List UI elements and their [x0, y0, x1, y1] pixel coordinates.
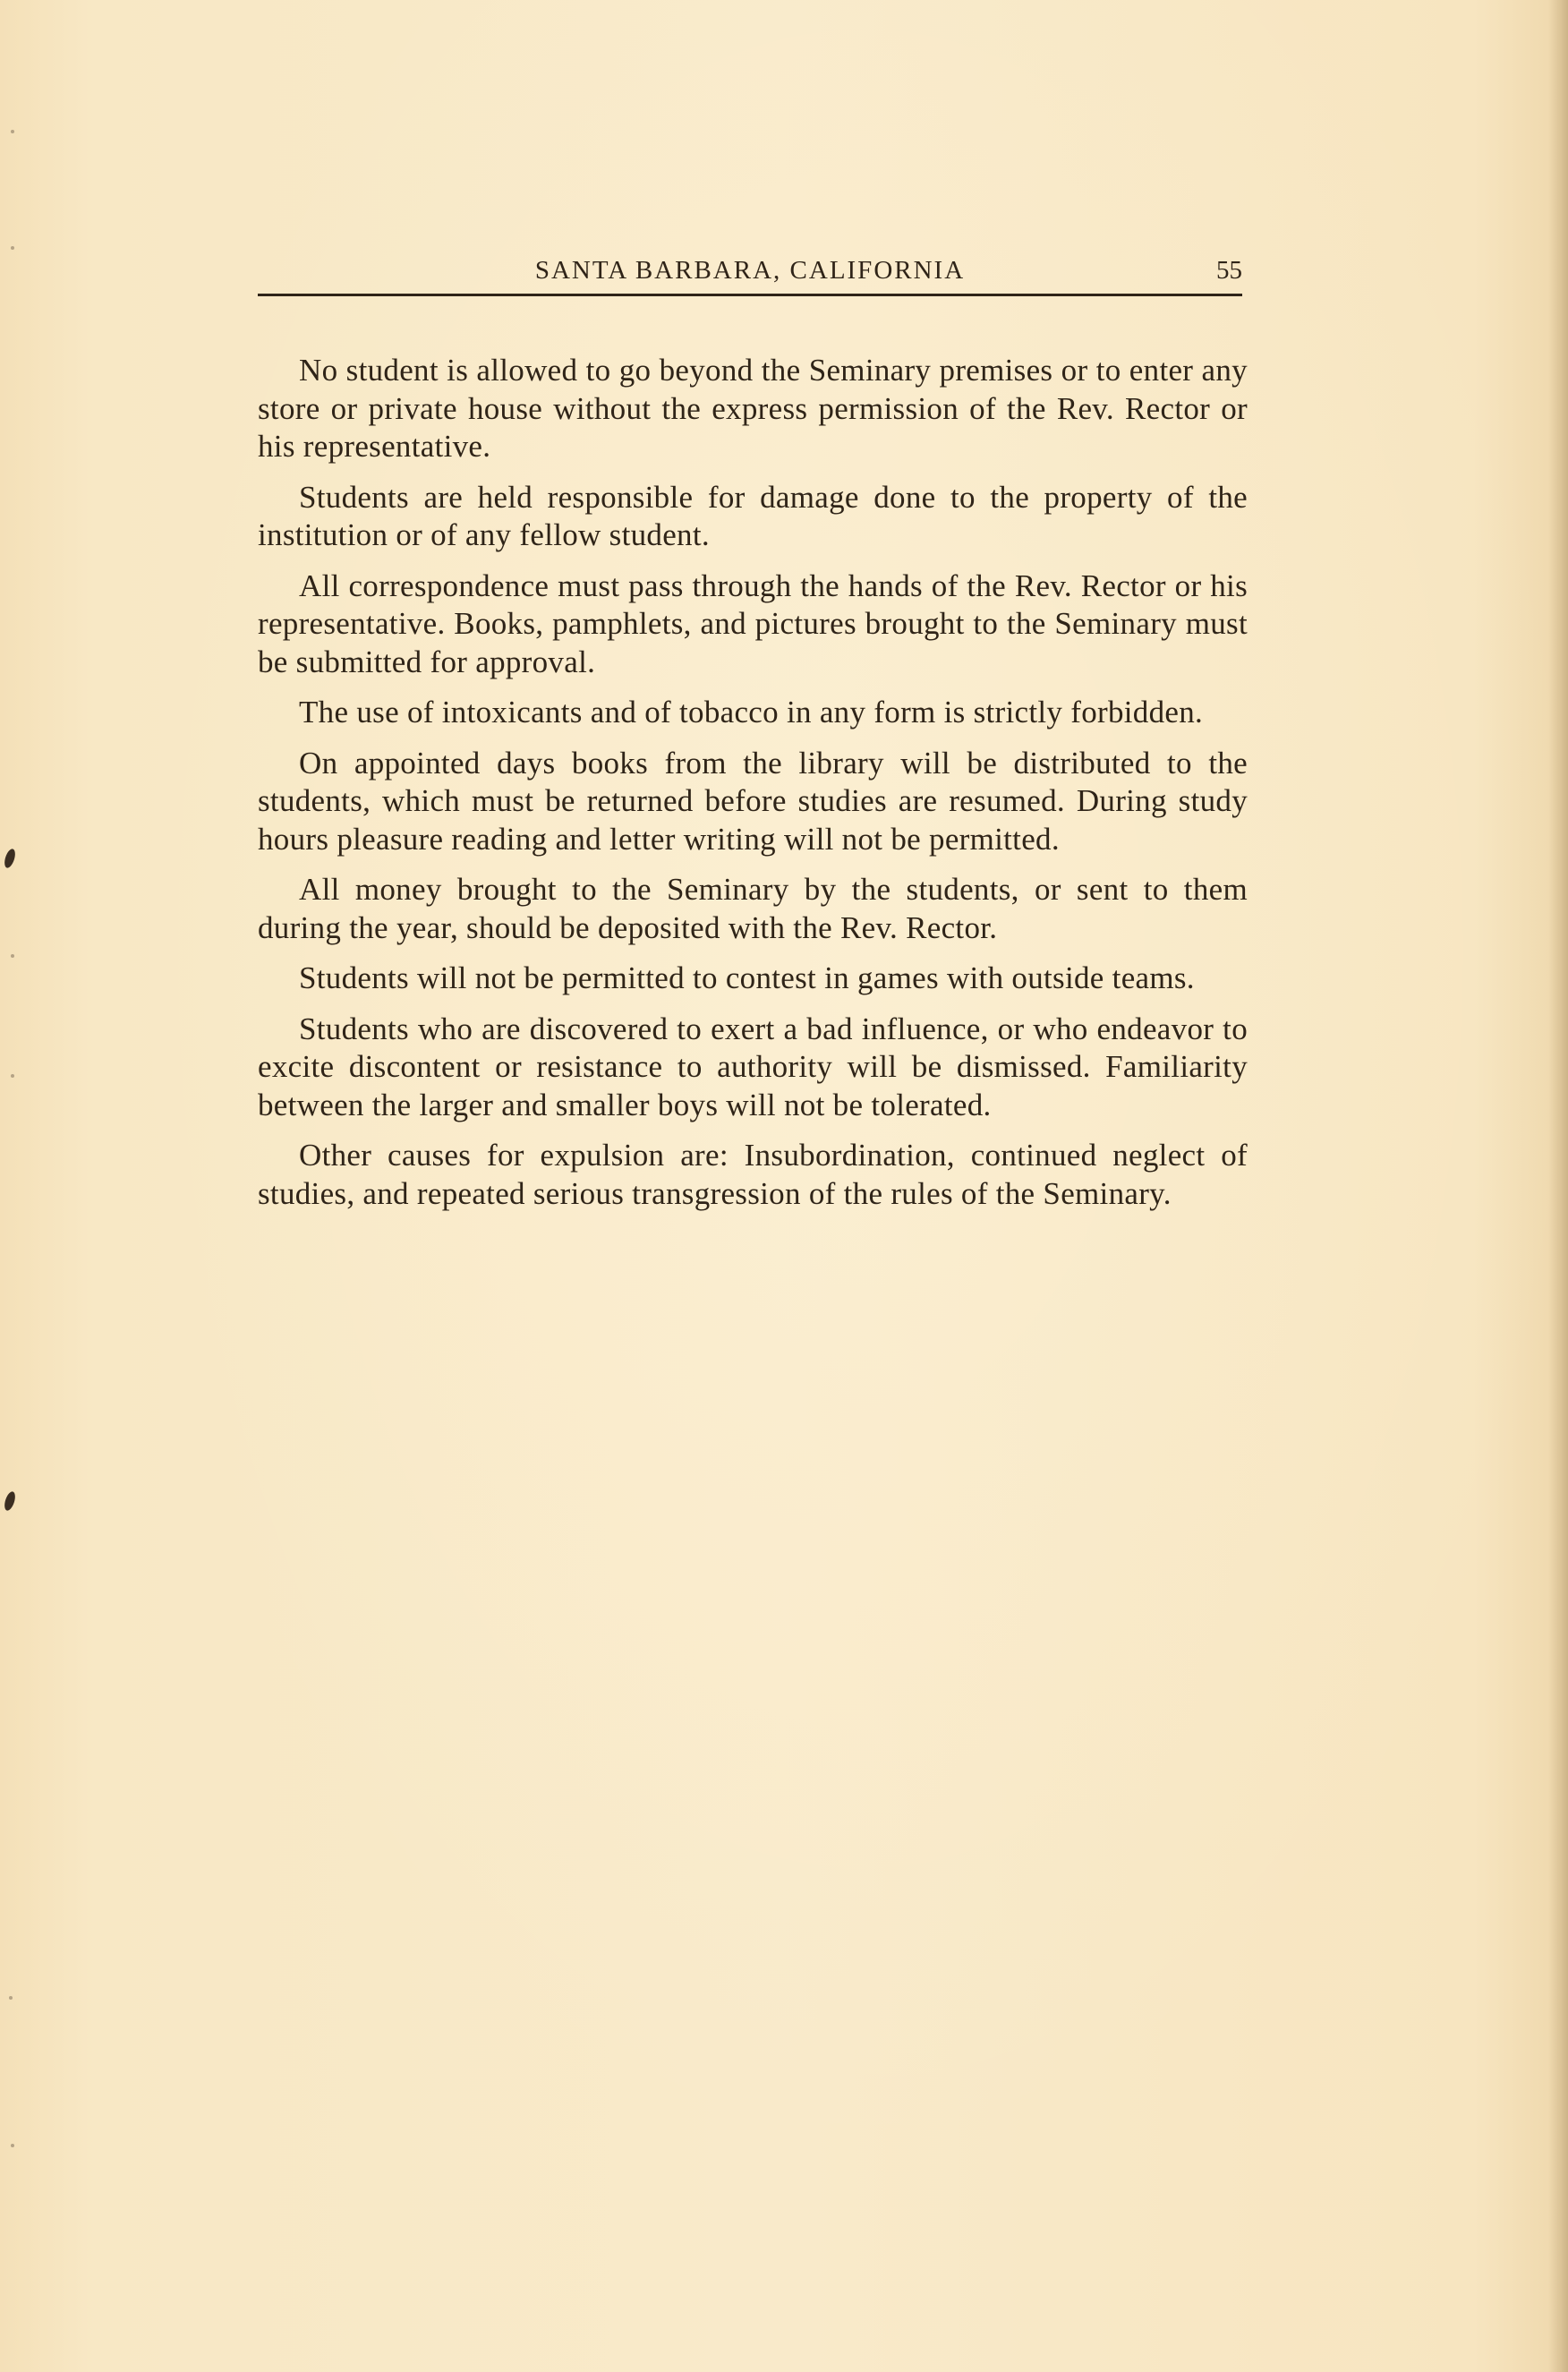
paper-speck [11, 2144, 14, 2147]
paragraph: Other causes for expulsion are: Insubordination, continued neglect of studies, and repeated serious transgression of the rules of the Seminary. [258, 1138, 1248, 1211]
paper-speck [11, 130, 14, 133]
page-edge-shadow [1548, 0, 1568, 2372]
paper-speck [11, 246, 14, 250]
paper-speck [11, 954, 14, 958]
paper-speck [11, 1074, 14, 1078]
paragraph: On appointed days books from the library will be distributed to the students, which must be returned before studies are resumed. During study hours pleasure reading and letter writing will not be permitted. [258, 745, 1248, 857]
paragraph: All money brought to the Seminary by the students, or sent to them during the year, should be deposited with the Rev. Rector. [258, 872, 1248, 945]
paragraph: Students will not be permitted to contest in games with outside teams. [299, 960, 1195, 995]
header-rule [258, 294, 1242, 296]
binding-mark [3, 1490, 17, 1512]
paper-speck [9, 1996, 13, 2000]
running-header [258, 252, 1242, 295]
paragraph: No student is allowed to go beyond the Seminary premises or to enter any store or private house without the express permission of the Rev. Rector or his representative. [258, 353, 1248, 464]
paragraph: Students who are discovered to exert a bad influence, or who endeavor to excite discontent or resistance to authority will be dismissed. Familiarity between the larger and smaller boys will not be tolerated. [258, 1011, 1248, 1122]
running-title: SANTA BARBARA, CALIFORNIA [534, 256, 966, 285]
page-number: 55 [1216, 256, 1242, 285]
paragraph: All correspondence must pass through the hands of the Rev. Rector or his representative. Books, pamphlets, and pictures brought to the Seminary must be submitted for approval. [258, 567, 1248, 679]
paragraph: Students are held responsible for damage done to the property of the institution or of any fellow student. [258, 479, 1248, 552]
binding-mark [3, 848, 17, 869]
paragraph: The use of intoxicants and of tobacco in any form is strictly forbidden. [299, 695, 1204, 730]
body-text [258, 352, 1248, 1225]
